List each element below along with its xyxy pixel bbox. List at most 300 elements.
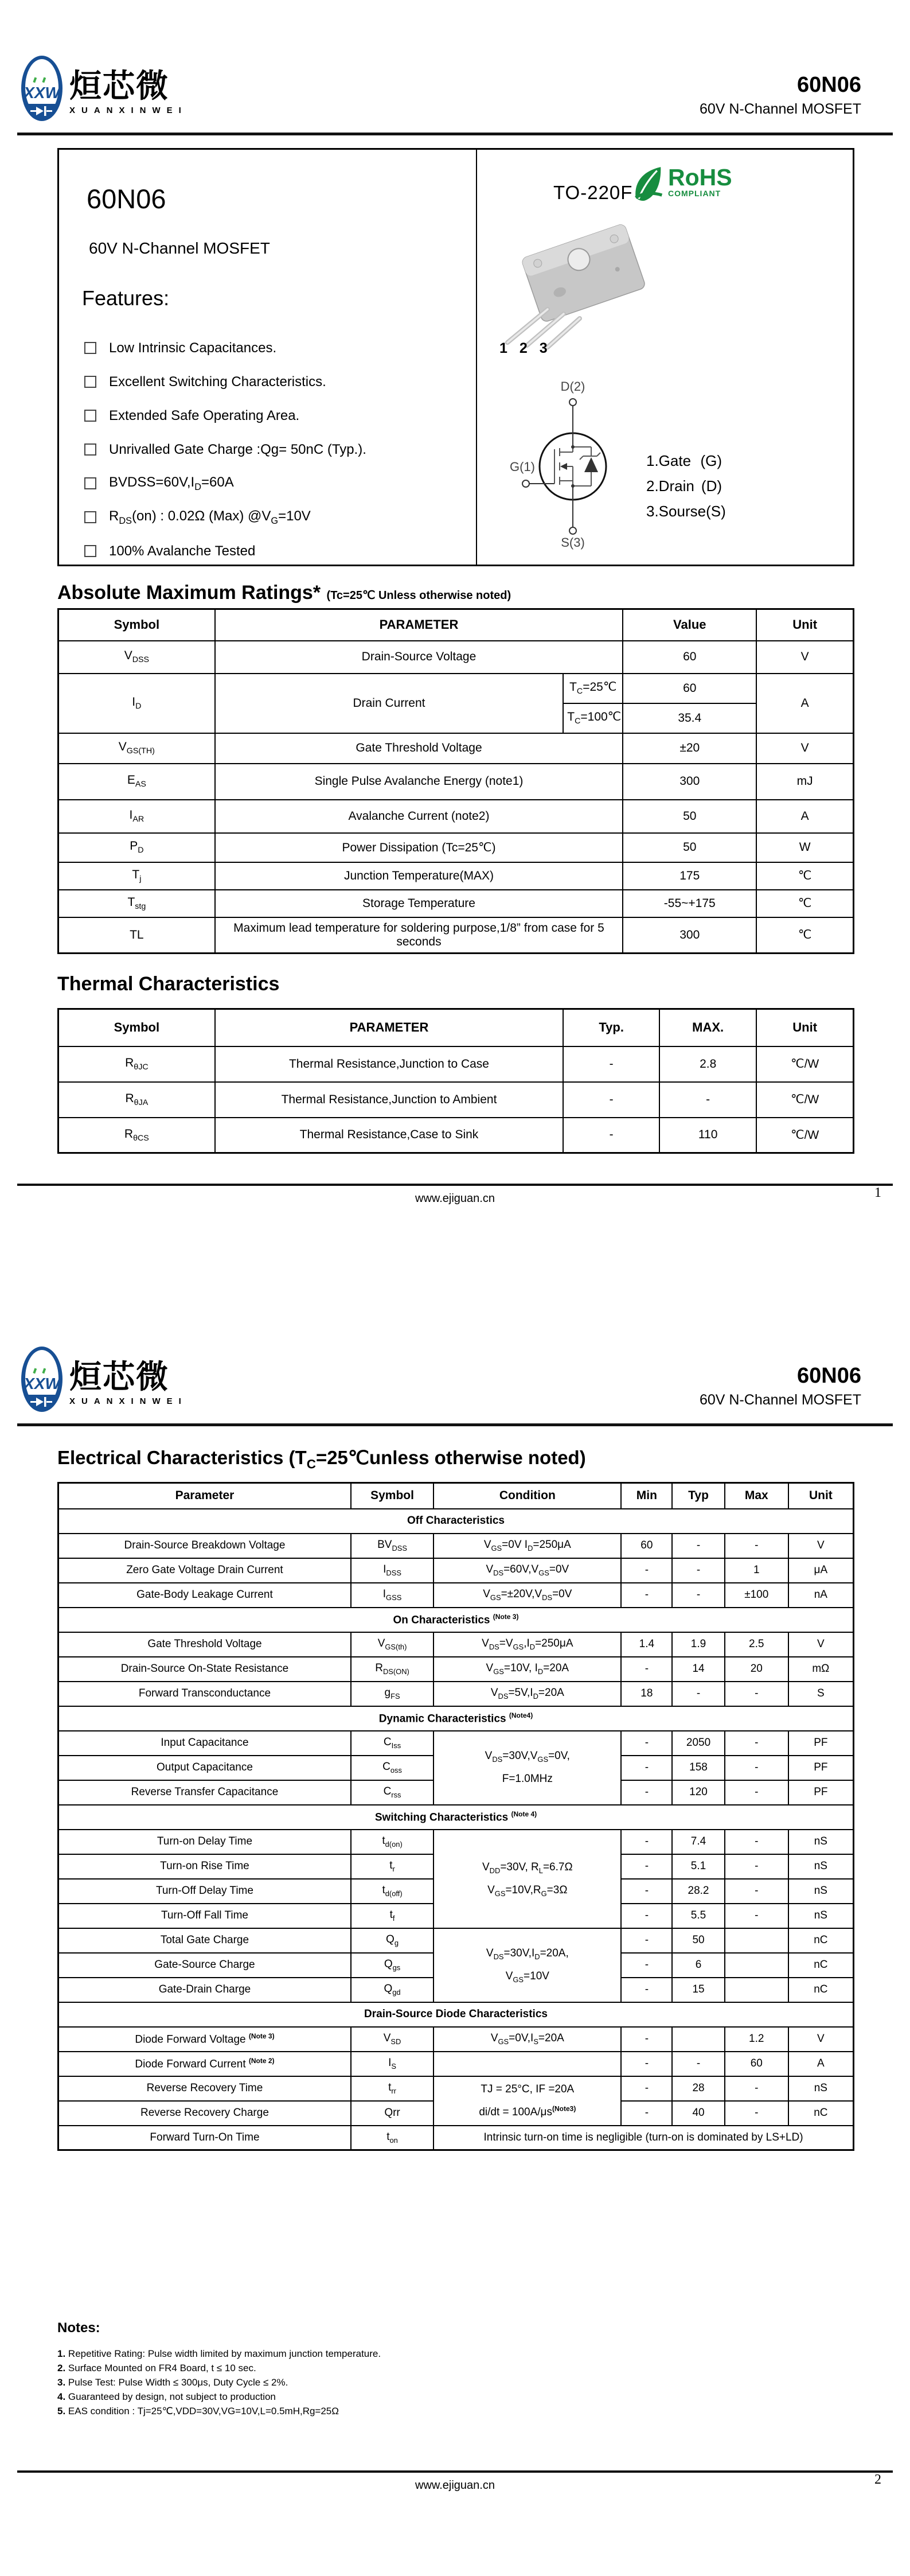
feature-text: Excellent Switching Characteristics. (109, 373, 326, 390)
symbol-cell: $E_{AS}$ (58, 764, 215, 800)
note-text: EAS condition : Tj=25℃,VDD=30V,VG=10V,L=0.5mH,Rg=25Ω (68, 2406, 339, 2417)
note-text: Surface Mounted on FR4 Board, t ≤ 10 sec. (68, 2363, 256, 2373)
header-title-block (700, 73, 861, 118)
parameter-cell: Turn-on Rise Time (58, 1854, 351, 1879)
max-cell: 1.2 (725, 2027, 788, 2052)
col-header: Unit (788, 1483, 854, 1509)
table-row (58, 862, 854, 890)
checkbox-bullet-icon (84, 342, 96, 354)
table-row (58, 2052, 854, 2076)
max-cell: - (725, 1756, 788, 1780)
header-rule (17, 1423, 893, 1426)
parameter-cell: Reverse Recovery Charge (58, 2101, 351, 2126)
note-item (57, 2375, 381, 2390)
typ-cell: - (563, 1118, 659, 1153)
unit-cell: nA (788, 1583, 854, 1608)
value-cell: 50 (623, 800, 756, 833)
max-cell: 2.5 (725, 1632, 788, 1657)
unit-cell: nC (788, 1953, 854, 1978)
value-cell: 300 (623, 764, 756, 800)
condition-cell: $V_{DS}=V_{GS},I_D=250\mu A$ (433, 1632, 621, 1657)
col-header: Typ (672, 1483, 725, 1509)
footer-url (0, 1192, 910, 1205)
unit-cell: A (756, 674, 853, 733)
col-header: Parameter (58, 1483, 351, 1509)
note-text: Pulse Test: Pulse Width ≤ 300μs, Duty Cycle ≤ 2%. (68, 2377, 288, 2388)
table-row (58, 1657, 854, 1682)
symbol-cell: $t_r$ (351, 1854, 433, 1879)
note-number: 1. (57, 2348, 66, 2359)
features-title: Features: (82, 286, 170, 310)
notes-title: Notes: (57, 2320, 100, 2336)
unit-cell: S (788, 1682, 854, 1706)
col-header: PARAMETER (215, 1009, 564, 1046)
gate-label: G(1) (510, 460, 535, 474)
unit-cell: W (756, 833, 853, 862)
min-cell: - (621, 2101, 672, 2126)
condition-cell: Intrinsic turn-on time is negligible (turn-on is dominated by LS+LD) (433, 2126, 853, 2150)
parameter-cell: Gate-Body Leakage Current (58, 1583, 351, 1608)
table-row (58, 1805, 854, 1830)
table-row (58, 1009, 854, 1046)
pin-name: 3.Sourse (646, 503, 706, 520)
parameter-cell: Forward Transconductance (58, 1682, 351, 1706)
unit-cell: mΩ (788, 1657, 854, 1682)
max-cell: 2.8 (659, 1046, 756, 1082)
max-cell: - (725, 2101, 788, 2126)
parameter-cell: Gate Threshold Voltage (215, 733, 623, 764)
symbol-cell: Qrr (351, 2101, 433, 2126)
table-row (58, 1731, 854, 1756)
table-row (58, 1483, 854, 1509)
max-cell: 110 (659, 1118, 756, 1153)
parameter-cell: Total Gate Charge (58, 1928, 351, 1953)
unit-cell: μA (788, 1558, 854, 1583)
typ-cell: 50 (672, 1928, 725, 1953)
note-text: Guaranteed by design, not subject to production (68, 2391, 276, 2402)
max-cell: - (725, 1731, 788, 1756)
table-row (58, 609, 854, 641)
table-row (58, 764, 854, 800)
feature-text: 100% Avalanche Tested (109, 543, 256, 559)
parameter-cell: Junction Temperature(MAX) (215, 862, 623, 890)
footer-rule (17, 1184, 893, 1186)
parameter-cell: Thermal Resistance,Junction to Case (215, 1046, 564, 1082)
unit-cell: V (788, 1632, 854, 1657)
brand-name-cn: 烜芯微 (69, 1359, 169, 1395)
parameter-cell: Turn-Off Fall Time (58, 1904, 351, 1928)
max-cell: - (725, 1830, 788, 1854)
table-row (58, 674, 854, 703)
condition-cell: $V_{DS}=30V,I_D=20A$, $V_{GS}=10V$ (433, 1928, 621, 2002)
min-cell: - (621, 1731, 672, 1756)
table-row (58, 833, 854, 862)
electrical-characteristics-table (57, 1482, 854, 2151)
brand-name-cn: 烜芯微 (69, 68, 169, 104)
checkbox-bullet-icon (84, 376, 96, 388)
footer-url (0, 2479, 910, 2492)
feature-text: Unrivalled Gate Charge :Qg= 50nC (Typ.). (109, 441, 366, 457)
symbol-cell: $Q_{gd}$ (351, 1978, 433, 2002)
table-section-header: Dynamic Characteristics $^{(Note4)}$ (58, 1706, 854, 1731)
typ-cell: - (672, 2052, 725, 2076)
symbol-cell: $t_f$ (351, 1904, 433, 1928)
parameter-cell: Drain-Source Voltage (215, 641, 623, 674)
typ-cell: 1.9 (672, 1632, 725, 1657)
part-number: 60N06 (797, 73, 861, 97)
col-header: Symbol (351, 1483, 433, 1509)
parameter-cell: Reverse Transfer Capacitance (58, 1780, 351, 1805)
parameter-cell: Diode Forward Current $^{(Note 2)}$ (58, 2052, 351, 2076)
unit-cell: nC (788, 2101, 854, 2126)
symbol-cell: $Q_{gs}$ (351, 1953, 433, 1978)
source-label: S(3) (561, 535, 585, 550)
pin-code: (G) (700, 452, 722, 469)
box-divider (476, 150, 477, 565)
col-header: Symbol (58, 609, 215, 641)
pin-description (646, 499, 726, 524)
min-cell: - (621, 1583, 672, 1608)
brand-logo (20, 1345, 188, 1413)
table-row (58, 890, 854, 917)
table-row (58, 2076, 854, 2101)
unit-cell: PF (788, 1731, 854, 1756)
checkbox-bullet-icon (84, 443, 96, 456)
unit-cell: A (788, 2052, 854, 2076)
symbol-cell: $t_{rr}$ (351, 2076, 433, 2101)
condition-cell: $V_{DS}=60V,V_{GS}=0V$ (433, 1558, 621, 1583)
brand-name-en: XUANXINWEI (69, 1396, 188, 1406)
table-row (58, 1082, 854, 1118)
parameter-cell: Power Dissipation (Tc=25℃) (215, 833, 623, 862)
pin-description (646, 473, 722, 499)
min-cell: - (621, 1904, 672, 1928)
feature-item (84, 399, 366, 433)
unit-cell: ℃/W (756, 1046, 853, 1082)
max-cell: - (725, 1534, 788, 1558)
svg-text:XXW: XXW (24, 1375, 60, 1392)
symbol-cell: $V_{GS(th)}$ (351, 1632, 433, 1657)
parameter-cell: Gate Threshold Voltage (58, 1632, 351, 1657)
pin-description-list (646, 448, 726, 524)
typ-cell: 28.2 (672, 1879, 725, 1904)
symbol-cell: $C_{oss}$ (351, 1756, 433, 1780)
unit-cell: ℃ (756, 890, 853, 917)
col-header: MAX. (659, 1009, 756, 1046)
table-row (58, 2002, 854, 2027)
symbol-cell: $I_{GSS}$ (351, 1583, 433, 1608)
pin-name: 1.Gate (646, 452, 692, 469)
max-cell (725, 1978, 788, 2002)
symbol-cell: $R_{\theta JC}$ (58, 1046, 215, 1082)
col-header: Condition (433, 1483, 621, 1509)
checkbox-bullet-icon (84, 511, 96, 523)
parameter-cell: Output Capacitance (58, 1756, 351, 1780)
unit-cell: nS (788, 1879, 854, 1904)
table-row (58, 1046, 854, 1082)
parameter-cell: Gate-Source Charge (58, 1953, 351, 1978)
table-row (58, 1632, 854, 1657)
unit-cell: mJ (756, 764, 853, 800)
symbol-cell: $P_D$ (58, 833, 215, 862)
parameter-cell: Maximum lead temperature for soldering purpose,1/8” from case for 5 seconds (215, 917, 623, 954)
symbol-cell: $t_{on}$ (351, 2126, 433, 2150)
pin-description (646, 448, 722, 473)
feature-item (84, 500, 366, 534)
typ-cell: 120 (672, 1780, 725, 1805)
product-summary-box (57, 148, 854, 566)
value-cell: -55~+175 (623, 890, 756, 917)
min-cell: - (621, 1558, 672, 1583)
unit-cell: nS (788, 1854, 854, 1879)
condition-cell: $T_C=25℃$ (563, 674, 623, 703)
max-cell: - (659, 1082, 756, 1118)
note-item (57, 2347, 381, 2361)
max-cell: 20 (725, 1657, 788, 1682)
max-cell (725, 1928, 788, 1953)
typ-cell: 158 (672, 1756, 725, 1780)
abs-max-title: Absolute Maximum Ratings* (57, 582, 321, 604)
parameter-cell: Drain-Source On-State Resistance (58, 1657, 351, 1682)
col-header: Unit (756, 609, 853, 641)
symbol-cell: $C_{Iss}$ (351, 1731, 433, 1756)
checkbox-bullet-icon (84, 410, 96, 422)
value-cell: 60 (623, 674, 756, 703)
condition-cell: $T_C=100℃$ (563, 703, 623, 733)
parameter-cell: Gate-Drain Charge (58, 1978, 351, 2002)
max-cell (725, 1953, 788, 1978)
min-cell: - (621, 2076, 672, 2101)
website-link[interactable]: www.ejiguan.cn (415, 2479, 495, 2492)
pin-code: (S) (706, 503, 726, 520)
min-cell: - (621, 1978, 672, 2002)
symbol-cell: $R_{DS(ON)}$ (351, 1657, 433, 1682)
note-number: 2. (57, 2363, 66, 2373)
typ-cell: 6 (672, 1953, 725, 1978)
table-section-header: On Characteristics $^{(Note 3)}$ (58, 1608, 854, 1632)
max-cell: - (725, 1879, 788, 1904)
condition-cell: $V_{DS}=30V,V_{GS}=0V$, F=1.0MHz (433, 1731, 621, 1805)
table-row (58, 1706, 854, 1731)
typ-cell: - (672, 1682, 725, 1706)
col-header: Symbol (58, 1009, 215, 1046)
symbol-cell: $I_D$ (58, 674, 215, 733)
table-section-header: Drain-Source Diode Characteristics (58, 2002, 854, 2027)
checkbox-bullet-icon (84, 477, 96, 489)
page-number: 1 (874, 1185, 881, 1200)
min-cell: - (621, 2027, 672, 2052)
symbol-cell: $g_{FS}$ (351, 1682, 433, 1706)
max-cell: - (725, 1854, 788, 1879)
symbol-cell: $V_{GS(TH)}$ (58, 733, 215, 764)
value-cell: 35.4 (623, 703, 756, 733)
condition-cell: $V_{DS}=5V,I_D=20A$ (433, 1682, 621, 1706)
parameter-cell: Avalanche Current (note2) (215, 800, 623, 833)
leaf-icon (634, 166, 665, 204)
unit-cell: nS (788, 1830, 854, 1854)
max-cell: - (725, 1904, 788, 1928)
note-number: 5. (57, 2406, 66, 2417)
col-header: PARAMETER (215, 609, 623, 641)
symbol-cell: $C_{rss}$ (351, 1780, 433, 1805)
parameter-cell: Storage Temperature (215, 890, 623, 917)
symbol-cell: $I_{AR}$ (58, 800, 215, 833)
note-item (57, 2404, 381, 2418)
min-cell: 18 (621, 1682, 672, 1706)
unit-cell: V (788, 1534, 854, 1558)
thermal-characteristics-table (57, 1008, 854, 1154)
pin-name: 2.Drain (646, 477, 694, 495)
value-cell: 175 (623, 862, 756, 890)
value-cell: 300 (623, 917, 756, 954)
col-header: Value (623, 609, 756, 641)
abs-max-subtitle: (Tc=25℃ Unless otherwise noted) (326, 589, 511, 602)
feature-item (84, 365, 366, 399)
feature-text: $R_{DS}(on)$ : 0.02Ω (Max) $@V_G=10V$ (109, 508, 311, 526)
col-header: Unit (756, 1009, 853, 1046)
value-cell: 60 (623, 641, 756, 674)
col-header: Min (621, 1483, 672, 1509)
min-cell: 60 (621, 1534, 672, 1558)
parameter-cell: Drain Current (215, 674, 564, 733)
note-number: 4. (57, 2391, 66, 2402)
max-cell: - (725, 1780, 788, 1805)
table-row (58, 1509, 854, 1534)
typ-cell: - (563, 1046, 659, 1082)
package-label: TO-220F (553, 182, 633, 203)
table-row (58, 1558, 854, 1583)
part-subtitle: 60V N-Channel MOSFET (699, 1392, 861, 1408)
min-cell: - (621, 1780, 672, 1805)
unit-cell: V (788, 2027, 854, 2052)
parameter-cell: Diode Forward Voltage $^{(Note 3)}$ (58, 2027, 351, 2052)
typ-cell: 7.4 (672, 1830, 725, 1854)
symbol-cell: $t_{d(off)}$ (351, 1879, 433, 1904)
parameter-cell: Thermal Resistance,Junction to Ambient (215, 1082, 564, 1118)
unit-cell: PF (788, 1756, 854, 1780)
product-subtitle: 60V N-Channel MOSFET (89, 239, 270, 257)
table-row (58, 800, 854, 833)
typ-cell: - (672, 1583, 725, 1608)
value-cell: 50 (623, 833, 756, 862)
parameter-cell: Forward Turn-On Time (58, 2126, 351, 2150)
min-cell: - (621, 1657, 672, 1682)
table-row (58, 1608, 854, 1632)
typ-cell: - (672, 1534, 725, 1558)
symbol-cell: $I_S$ (351, 2052, 433, 2076)
typ-cell: - (672, 1558, 725, 1583)
table-row (58, 2126, 854, 2150)
note-text: Repetitive Rating: Pulse width limited by maximum junction temperature. (68, 2348, 381, 2359)
parameter-cell: Single Pulse Avalanche Energy (note1) (215, 764, 623, 800)
min-cell: - (621, 1953, 672, 1978)
parameter-cell: Turn-on Delay Time (58, 1830, 351, 1854)
note-item (57, 2361, 381, 2375)
max-cell: 60 (725, 2052, 788, 2076)
typ-cell: 2050 (672, 1731, 725, 1756)
symbol-cell: $BV_{DSS}$ (351, 1534, 433, 1558)
features-list (84, 331, 366, 568)
pin-code: (D) (701, 477, 722, 495)
symbol-cell: $R_{\theta CS}$ (58, 1118, 215, 1153)
symbol-cell: $R_{\theta JA}$ (58, 1082, 215, 1118)
symbol-cell: $t_{d(on)}$ (351, 1830, 433, 1854)
part-number: 60N06 (797, 1364, 861, 1388)
unit-cell: PF (788, 1780, 854, 1805)
unit-cell: nC (788, 1978, 854, 2002)
product-part-number: 60N06 (87, 184, 166, 214)
condition-cell: $V_{GS}=0V$ $I_D=250\mu A$ (433, 1534, 621, 1558)
table-row (58, 1118, 854, 1153)
drain-label: D(2) (560, 379, 585, 394)
parameter-cell: Turn-Off Delay Time (58, 1879, 351, 1904)
col-header: Typ. (563, 1009, 659, 1046)
typ-cell: 15 (672, 1978, 725, 2002)
symbol-cell: $V_{SD}$ (351, 2027, 433, 2052)
symbol-cell: $I_{DSS}$ (351, 1558, 433, 1583)
table-section-header: Switching Characteristics $^{(Note 4)}$ (58, 1805, 854, 1830)
unit-cell: A (756, 800, 853, 833)
website-link[interactable]: www.ejiguan.cn (415, 1192, 495, 1205)
feature-text: Extended Safe Operating Area. (109, 407, 300, 423)
max-cell: 1 (725, 1558, 788, 1583)
note-number: 3. (57, 2377, 66, 2388)
brand-name-en: XUANXINWEI (69, 106, 188, 115)
min-cell: - (621, 1756, 672, 1780)
condition-cell: $V_{GS}=0V,I_S=20A$ (433, 2027, 621, 2052)
unit-cell: nS (788, 1904, 854, 1928)
note-item (57, 2390, 381, 2404)
condition-cell (433, 2052, 621, 2076)
feature-item (84, 433, 366, 466)
header-title-block (700, 1364, 861, 1408)
absolute-maximum-ratings-table (57, 608, 854, 954)
unit-cell: ℃ (756, 862, 853, 890)
typ-cell: - (563, 1082, 659, 1118)
typ-cell: 14 (672, 1657, 725, 1682)
feature-item (84, 534, 366, 568)
typ-cell (672, 2027, 725, 2052)
checkbox-bullet-icon (84, 545, 96, 557)
symbol-cell: $V_{DSS}$ (58, 641, 215, 674)
unit-cell: nC (788, 1928, 854, 1953)
table-section-header: Off Characteristics (58, 1509, 854, 1534)
feature-item (84, 331, 366, 365)
brand-logo-icon (20, 55, 64, 122)
max-cell: ±100 (725, 1583, 788, 1608)
thermal-title: Thermal Characteristics (57, 973, 280, 995)
table-row (58, 917, 854, 954)
mosfet-symbol (493, 379, 659, 551)
table-row (58, 641, 854, 674)
feature-text: Low Intrinsic Capacitances. (109, 340, 277, 356)
rohs-title: RoHS (668, 164, 732, 190)
table-row (58, 1830, 854, 1854)
page-number: 2 (874, 2472, 881, 2487)
rohs-subtitle: COMPLIANT (668, 189, 721, 198)
table-row (58, 1534, 854, 1558)
col-header: Max (725, 1483, 788, 1509)
table-row (58, 1682, 854, 1706)
value-cell: ±20 (623, 733, 756, 764)
condition-cell: $V_{DD}=30V$, $R_L=6.7\Omega$ $V_{GS}=10V,R_G=3\Omega$ (433, 1830, 621, 1928)
min-cell: - (621, 1928, 672, 1953)
symbol-cell: TL (58, 917, 215, 954)
electrical-characteristics-title: Electrical Characteristics ($T_C=25℃unless$ otherwise noted) (57, 1447, 586, 1472)
parameter-cell: Drain-Source Breakdown Voltage (58, 1534, 351, 1558)
footer-rule (17, 2470, 893, 2473)
unit-cell: V (756, 641, 853, 674)
